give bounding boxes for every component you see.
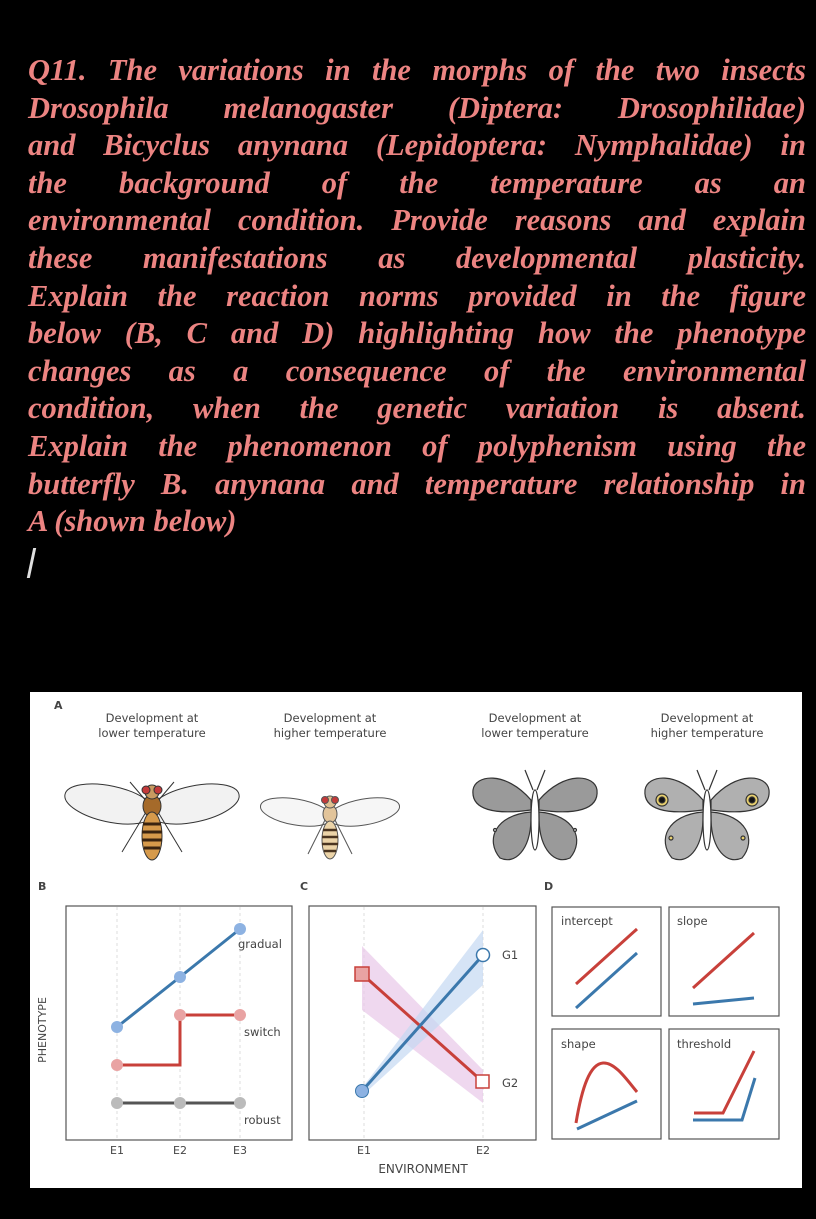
question-line: the background of the temperature as an (28, 165, 806, 200)
question-line: Explain the phenomenon of polyphenism using the (28, 428, 806, 463)
panel-b-letter: B (38, 880, 47, 893)
g2-e2-point (476, 1075, 489, 1088)
gradual-point (234, 923, 246, 935)
butterfly-low-temp-icon (473, 770, 597, 860)
question-line: butterfly B. anynana and temperature relationship in (28, 466, 806, 501)
label-g1: G1 (502, 948, 519, 962)
panel-b-tick-e2: E2 (173, 1144, 187, 1157)
panel-c-xlabel: ENVIRONMENT (378, 1162, 468, 1176)
butterfly-high-temp-icon (645, 770, 769, 860)
text-cursor (27, 548, 36, 578)
label-robust: robust (244, 1113, 281, 1127)
label-a4-line1: Development at (660, 711, 754, 725)
series-switch (111, 1009, 246, 1071)
question-text (28, 52, 806, 541)
panel-c-tick-e2: E2 (476, 1144, 490, 1157)
robust-point (111, 1097, 123, 1109)
figure (30, 692, 802, 1188)
label-threshold: threshold (677, 1037, 732, 1051)
question-line: below (B, C and D) highlighting how the phenotype (28, 316, 806, 351)
panel-b-ylabel: PHENOTYPE (36, 997, 49, 1063)
switch-point (234, 1009, 246, 1021)
switch-point (111, 1059, 123, 1071)
panel-a-letter: A (54, 699, 63, 712)
label-a4-line2: higher temperature (650, 726, 764, 740)
question-line: these manifestations as developmental plasticity. (28, 240, 806, 275)
label-shape: shape (561, 1037, 596, 1051)
fly-dark-icon (61, 777, 242, 860)
intercept-red-line (576, 929, 637, 984)
panel-b-tick-e3: E3 (233, 1144, 247, 1157)
label-gradual: gradual (238, 937, 282, 951)
panel-b-tick-e1: E1 (110, 1144, 124, 1157)
gradual-point (174, 971, 186, 983)
series-robust (111, 1097, 246, 1109)
question-line: Q11. The variations in the morphs of the two insects (28, 53, 806, 87)
figure-svg (30, 692, 802, 1188)
robust-point (174, 1097, 186, 1109)
shape-blue-line (577, 1101, 637, 1129)
question-line: and Bicyclus anynana (Lepidoptera: Nymphalidae) in (28, 128, 806, 163)
question-line: changes as a consequence of the environmental (28, 353, 806, 388)
label-switch: switch (244, 1025, 281, 1039)
switch-point (174, 1009, 186, 1021)
fly-light-icon (258, 793, 401, 859)
label-a1-line2: lower temperature (98, 726, 206, 740)
panel-c-letter: C (300, 880, 309, 893)
question-line: A (shown below) (28, 504, 237, 539)
g1-e1-point (356, 1085, 369, 1098)
slope-red-line (693, 933, 754, 988)
g1-e2-point (477, 949, 490, 962)
robust-point (234, 1097, 246, 1109)
question-line: Explain the reaction norms provided in the figure (28, 278, 806, 313)
label-a3-line2: lower temperature (481, 726, 589, 740)
threshold-red-line (694, 1051, 754, 1113)
question-line: condition, when the genetic variation is absent. (28, 391, 806, 426)
intercept-blue-line (576, 953, 637, 1008)
label-g2: G2 (502, 1076, 519, 1090)
question-line: Drosophila melanogaster (Diptera: Drosophilidae) (28, 90, 806, 125)
label-slope: slope (677, 914, 708, 928)
panel-d-letter: D (544, 880, 554, 893)
panel-c-tick-e1: E1 (357, 1144, 371, 1157)
label-a2-line2: higher temperature (273, 726, 387, 740)
g2-e1-point (355, 967, 369, 981)
label-a2-line1: Development at (283, 711, 377, 725)
label-a1-line1: Development at (105, 711, 199, 725)
label-intercept: intercept (561, 914, 613, 928)
question-line: environmental condition. Provide reasons and explain (28, 203, 806, 238)
gradual-point (111, 1021, 123, 1033)
slope-blue-line (693, 998, 754, 1004)
label-a3-line1: Development at (488, 711, 582, 725)
